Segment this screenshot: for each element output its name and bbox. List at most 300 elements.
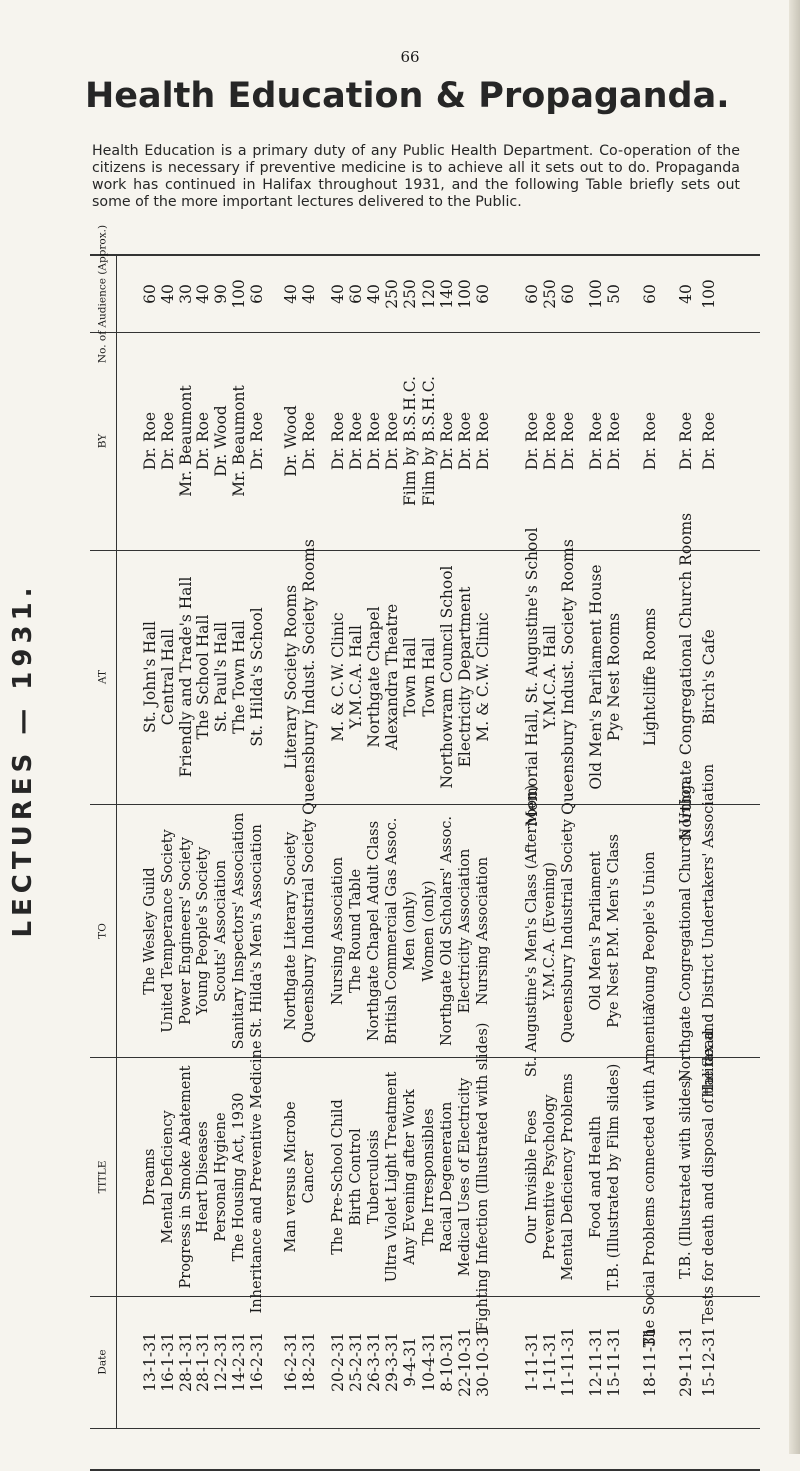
table-cell-text: Dr. Wood: [212, 405, 230, 477]
table-cell-title: [331, 1057, 345, 1296]
page-edge-shadow: [789, 0, 800, 1454]
table-cell-text: The Housing Act, 1930: [231, 1092, 247, 1261]
column-band-at: [90, 512, 760, 842]
table-cell-title: [589, 1057, 603, 1296]
table-cell-date: [385, 1296, 399, 1428]
table-cell-text: St. Hilda's Men's Association: [249, 823, 265, 1038]
table-cell-text: 120: [420, 279, 438, 309]
table-cell-title: [607, 1057, 621, 1296]
table-cell-text: Dreams: [142, 1148, 158, 1205]
table-cell-text: 9-4-31: [401, 1337, 419, 1387]
column-band-title: [90, 1006, 760, 1347]
table-cell-audience: [679, 256, 693, 332]
table-cell-text: Men (only): [402, 890, 418, 971]
table-cell-text: Any Evening after Work: [402, 1088, 418, 1265]
table-cell-audience: [232, 256, 246, 332]
table-cell-text: 30: [177, 284, 195, 304]
table-cell-audience: [161, 256, 175, 332]
table-cell-text: 8-10-31: [438, 1332, 456, 1392]
table-cell-text: Heart Diseases: [195, 1120, 211, 1233]
table-cell-text: 40: [300, 284, 318, 304]
table-cell-text: Y.M.C.A. Hall: [541, 625, 559, 729]
table-cell-audience: [561, 256, 575, 332]
table-cell-text: Power Engineers' Society: [178, 836, 194, 1025]
table-cell-by: [702, 332, 716, 550]
table-cell-date: [161, 1296, 175, 1428]
table-cell-text: British Commercial Gas Assoc.: [384, 817, 400, 1044]
table-cell-by: [161, 332, 175, 550]
table-cell-text: Dr. Roe: [329, 411, 347, 471]
table-cell-text: Dr. Roe: [194, 411, 212, 471]
table-cell-to: [403, 804, 417, 1057]
table-cell-text: 100: [587, 279, 605, 309]
column-header-text: No. of Audience (Approx.): [96, 224, 109, 364]
table-cell-text: 40: [159, 284, 177, 304]
table-cell-at: [250, 550, 264, 804]
table-cell-at: [440, 550, 454, 804]
table-cell-text: Northgate Congregational Church Union: [678, 779, 694, 1082]
table-cell-at: [179, 550, 193, 804]
table-cell-text: 40: [282, 284, 300, 304]
table-cell-to: [543, 804, 557, 1057]
table-cell-text: Racial Degeneration: [439, 1101, 455, 1252]
table-cell-title: [179, 1057, 193, 1296]
table-cell-title: [214, 1057, 228, 1296]
table-cell-by: [561, 332, 575, 550]
table-cell-text: 16-2-31: [282, 1332, 300, 1392]
table-cell-at: [214, 550, 228, 804]
column-header-to: [90, 804, 117, 1057]
table-cell-to: [524, 784, 540, 1077]
table-cell-date: [367, 1296, 381, 1428]
table-cell-text: Y.M.C.A. (Evening): [542, 861, 558, 1000]
table-cell-date: [302, 1296, 316, 1428]
table-cell-text: 60: [474, 284, 492, 304]
table-cell-date: [440, 1296, 454, 1428]
table-cell-at: [458, 550, 472, 804]
table-cell-to: [476, 804, 490, 1057]
table-cell-to: [161, 804, 175, 1057]
table-cell-audience: [458, 256, 472, 332]
column-band-to: [90, 763, 760, 1098]
table-cell-to: [561, 804, 575, 1057]
table-cell-audience: [607, 256, 621, 332]
table-cell-date: [525, 1296, 539, 1428]
table-cell-at: [422, 550, 436, 804]
table-cell-to: [143, 804, 157, 1057]
table-cell-title: [561, 1057, 575, 1296]
table-cell-text: 90: [212, 284, 230, 304]
table-cell-date: [179, 1296, 193, 1428]
table-cell-by: [476, 332, 490, 550]
table-cell-text: Halifax and District Undertakers' Association: [701, 763, 717, 1098]
table-cell-title: [249, 1040, 265, 1313]
table-cell-audience: [284, 256, 298, 332]
table-cell-to: [440, 804, 454, 1057]
table-cell-text: 250: [383, 279, 401, 309]
table-cell-title: [196, 1057, 210, 1296]
table-cell-title: [475, 1022, 491, 1331]
table-cell-text: 60: [141, 284, 159, 304]
table-cell-text: Northowram Council School: [438, 565, 456, 789]
table-cell-text: Dr. Roe: [474, 411, 492, 471]
table-cell-text: 29-11-31: [677, 1327, 695, 1397]
table-cell-text: Mr. Beaumont: [177, 385, 195, 497]
table-cell-audience: [422, 256, 436, 332]
table-cell-by: [440, 332, 454, 550]
table-cell-audience: [543, 256, 557, 332]
table-cell-text: 29-3-31: [383, 1332, 401, 1392]
table-cell-by: [302, 332, 316, 550]
table-cell-by: [422, 332, 436, 550]
table-cell-by: [643, 332, 657, 550]
table-cell-text: Medical Uses of Electricity: [457, 1077, 473, 1276]
column-header-text: BY: [96, 433, 109, 449]
table-cell-date: [331, 1296, 345, 1428]
table-cell-text: Old Men's Parliament House: [587, 564, 605, 790]
table-cell-audience: [179, 256, 193, 332]
table-cell-text: Dr. Roe: [587, 411, 605, 471]
table-cell-title: [458, 1057, 472, 1296]
table-cell-by: [284, 332, 298, 550]
table-cell-text: Mental Deficiency Problems: [560, 1072, 576, 1281]
table-cell-to: [196, 804, 210, 1057]
table-cell-text: Mr. Beaumont: [230, 385, 248, 497]
table-cell-text: The Town Hall: [230, 620, 248, 734]
table-cell-text: 60: [641, 284, 659, 304]
table-cell-by: [331, 332, 345, 550]
table-cell-text: 25-2-31: [347, 1332, 365, 1392]
column-header-text: Date: [96, 1349, 109, 1375]
table-cell-text: Dr. Roe: [248, 411, 266, 471]
table-cell-text: 140: [438, 279, 456, 309]
table-cell-text: 1-11-31: [541, 1332, 559, 1392]
table-cell-to: [349, 804, 363, 1057]
table-cell-text: Our Invisible Foes: [524, 1109, 540, 1244]
table-cell-text: Town Hall: [401, 637, 419, 717]
table-cell-to: [367, 804, 381, 1057]
table-cell-text: Literary Society Rooms: [282, 584, 300, 770]
table-cell-title: [642, 1006, 658, 1347]
table-cell-title: [525, 1057, 539, 1296]
intro-paragraph: Health Education is a primary duty of any Public Health Department. Co-operation of the citizens is necessary if preventive medicine is to achieve all it sets out to do. Propaganda work has continued in Halifax throughout 1931, and the following Table briefly sets out some of the more important lectures delivered to the Public.: [92, 143, 740, 210]
table-cell-text: T.B. (Illustrated with slides): [678, 1074, 694, 1279]
table-cell-title: [701, 1029, 717, 1324]
table-cell-to: [422, 804, 436, 1057]
table-cell-text: Pye Nest P.M. Men's Class: [606, 833, 622, 1028]
table-cell-by: [196, 332, 210, 550]
table-cell-text: Tests for death and disposal of the dead: [701, 1029, 717, 1324]
table-cell-text: Nursing Association: [330, 856, 346, 1005]
table-cell-at: [143, 550, 157, 804]
table-cell-text: Dr. Roe: [347, 411, 365, 471]
table-cell-text: Dr. Roe: [700, 411, 718, 471]
table-cell-text: Dr. Roe: [300, 411, 318, 471]
table-cell-text: Women (only): [421, 879, 437, 982]
column-header-text: TITLE: [96, 1160, 109, 1193]
table-cell-title: [349, 1057, 363, 1296]
table-cell-text: Dr. Roe: [641, 411, 659, 471]
table-cell-text: Electricity Department: [456, 586, 474, 768]
table-cell-text: The School Hall: [194, 614, 212, 740]
table-cell-audience: [331, 256, 345, 332]
table-cell-by: [589, 332, 603, 550]
table-cell-text: Ultra Violet Light Treatment: [384, 1071, 400, 1282]
table-cell-text: St. Paul's Hall: [212, 621, 230, 733]
table-cell-date: [702, 1296, 716, 1428]
table-cell-text: Tuberculosis: [366, 1129, 382, 1224]
table-cell-audience: [143, 256, 157, 332]
table-cell-text: Dr. Roe: [541, 411, 559, 471]
table-cell-text: The Pre-School Child: [330, 1098, 346, 1255]
table-cell-text: Y.M.C.A. Hall: [347, 625, 365, 729]
table-cell-text: Dr. Roe: [141, 411, 159, 471]
table-cell-text: 60: [347, 284, 365, 304]
table-cell-text: M. & C.W. Clinic: [474, 612, 492, 742]
table-cell-text: T.B. (Illustrated by Film slides): [606, 1063, 622, 1290]
column-header-title: [90, 1057, 117, 1296]
table-cell-at: [476, 550, 490, 804]
table-cell-text: Nursing Association: [475, 856, 491, 1005]
lectures-table: [90, 224, 760, 1471]
table-cell-text: Northgate Chapel Adult Class: [366, 820, 382, 1041]
table-cell-by: [458, 332, 472, 550]
table-cell-date: [143, 1296, 157, 1428]
table-cell-at: [559, 539, 577, 815]
table-cell-by: [543, 332, 557, 550]
table-cell-title: [161, 1057, 175, 1296]
table-cell-to: [284, 804, 298, 1057]
table-cell-by: [349, 332, 363, 550]
table-cell-at: [300, 539, 318, 815]
table-cell-by: [179, 332, 193, 550]
table-cell-audience: [367, 256, 381, 332]
table-cell-date: [403, 1296, 417, 1428]
page-number: 66: [400, 48, 420, 66]
table-cell-audience: [214, 256, 228, 332]
table-cell-text: Personal Hygiene: [213, 1111, 229, 1242]
table-cell-text: St. Hilda's School: [248, 607, 266, 747]
table-cell-date: [476, 1296, 490, 1428]
table-cell-date: [196, 1296, 210, 1428]
table-cell-text: Lightcliffe Rooms: [641, 607, 659, 747]
table-cell-at: [196, 550, 210, 804]
table-cell-date: [284, 1296, 298, 1428]
table-cell-text: Sanitary Inspectors' Association: [231, 812, 247, 1049]
table-cell-text: 11-11-31: [559, 1327, 577, 1397]
table-cell-at: [643, 550, 657, 804]
table-cell-date: [643, 1296, 657, 1428]
table-cell-text: 1-11-31: [523, 1332, 541, 1392]
table-cell-title: [403, 1057, 417, 1296]
table-cell-text: Dr. Roe: [438, 411, 456, 471]
table-cell-to: [458, 804, 472, 1057]
table-cell-title: [367, 1057, 381, 1296]
table-cell-text: Town Hall: [420, 637, 438, 717]
table-cell-at: [349, 550, 363, 804]
table-cell-title: [679, 1057, 693, 1296]
table-cell-by: [367, 332, 381, 550]
column-header-date: [90, 1296, 117, 1428]
table-cell-text: Dr. Roe: [559, 411, 577, 471]
table-cell-text: The Wesley Guild: [142, 866, 158, 995]
table-cell-audience: [440, 256, 454, 332]
table-cell-text: Progress in Smoke Abatement: [178, 1065, 194, 1288]
table-cell-text: 60: [559, 284, 577, 304]
table-cell-date: [607, 1296, 621, 1428]
table-cell-to: [701, 763, 717, 1098]
table-cell-to: [302, 804, 316, 1057]
column-header-text: TO: [96, 922, 109, 939]
table-cell-text: 28-1-31: [177, 1332, 195, 1392]
table-cell-title: [232, 1057, 246, 1296]
table-cell-text: Film by B.S.H.C.: [420, 376, 438, 506]
table-cell-date: [561, 1296, 575, 1428]
table-cell-audience: [403, 256, 417, 332]
table-cell-text: St. Augustine's Men's Class (Afternoon): [524, 784, 540, 1077]
table-cell-audience: [643, 256, 657, 332]
column-band-date: [90, 1296, 760, 1429]
table-cell-audience: [196, 256, 210, 332]
table-cell-by: [214, 332, 228, 550]
table-cell-at: [385, 550, 399, 804]
table-cell-text: Young People's Society: [195, 846, 211, 1015]
table-cell-text: 28-1-31: [194, 1332, 212, 1392]
table-cell-text: 40: [329, 284, 347, 304]
table-cell-text: 40: [194, 284, 212, 304]
table-cell-text: Electricity Association: [457, 848, 473, 1013]
table-cell-text: Queensbury Indust. Society Rooms: [559, 539, 577, 815]
table-cell-text: Preventive Psychology: [542, 1093, 558, 1260]
table-cell-title: [440, 1057, 454, 1296]
table-cell-text: 10-4-31: [420, 1332, 438, 1392]
table-cell-text: United Temperance Society: [160, 828, 176, 1033]
table-cell-text: Birth Control: [348, 1127, 364, 1226]
table-cell-text: 20-2-31: [329, 1332, 347, 1392]
table-cell-text: Mental Deficiency: [160, 1109, 176, 1244]
table-cell-date: [589, 1296, 603, 1428]
table-cell-text: M. & C.W. Clinic: [329, 612, 347, 742]
column-band-by: [90, 332, 760, 551]
table-cell-text: Scouts' Association: [213, 859, 229, 1002]
column-header-at: [90, 550, 117, 804]
table-cell-audience: [250, 256, 264, 332]
table-cell-text: Young People's Union: [642, 851, 658, 1010]
table-cell-to: [589, 804, 603, 1057]
table-cell-text: Queensbury Indust. Society Rooms: [300, 539, 318, 815]
table-cell-text: 250: [541, 279, 559, 309]
table-cell-text: 100: [700, 279, 718, 309]
table-cell-text: 250: [401, 279, 419, 309]
page-title: Health Education & Propaganda.: [85, 76, 730, 116]
table-cell-text: 26-3-31: [365, 1332, 383, 1392]
table-cell-to: [214, 804, 228, 1057]
table-cell-text: Northgate Literary Society: [283, 831, 299, 1030]
table-cell-text: Northgate Chapel: [365, 606, 383, 748]
table-cell-date: [679, 1296, 693, 1428]
column-band-audience: [90, 224, 760, 364]
table-cell-text: Memorial Hall, St. Augustine's School: [523, 527, 541, 827]
table-cell-text: 12-2-31: [212, 1332, 230, 1392]
table-cell-title: [543, 1057, 557, 1296]
table-cell-text: 18-2-31: [300, 1332, 318, 1392]
table-cell-text: Pye Nest Rooms: [605, 612, 623, 742]
table-cell-at: [589, 550, 603, 804]
table-cell-audience: [385, 256, 399, 332]
table-cell-text: Birch's Cafe: [700, 629, 718, 725]
table-cell-text: 14-2-31: [230, 1332, 248, 1392]
table-cell-to: [331, 804, 345, 1057]
table-cell-text: 12-11-31: [587, 1327, 605, 1397]
table-cell-text: Friendly and Trade's Hall: [177, 576, 195, 778]
table-cell-by: [143, 332, 157, 550]
table-cell-text: 18-11-31: [641, 1327, 659, 1397]
column-header-by: [90, 332, 117, 550]
table-cell-at: [284, 550, 298, 804]
table-cell-text: Dr. Roe: [605, 411, 623, 471]
table-cell-by: [403, 332, 417, 550]
table-cell-at: [403, 550, 417, 804]
table-cell-date: [250, 1296, 264, 1428]
table-cell-date: [214, 1296, 228, 1428]
table-cell-to: [385, 804, 399, 1057]
table-cell-at: [232, 550, 246, 804]
table-cell-text: Food and Health: [588, 1115, 604, 1238]
table-cell-date: [349, 1296, 363, 1428]
table-cell-to: [678, 779, 694, 1082]
table-cell-text: Northgate Old Scholars' Assoc.: [439, 815, 455, 1046]
table-cell-by: [525, 332, 539, 550]
table-cell-by: [385, 332, 399, 550]
table-cell-at: [543, 550, 557, 804]
table-cell-text: 40: [365, 284, 383, 304]
table-cell-date: [232, 1296, 246, 1428]
table-cell-date: [458, 1296, 472, 1428]
table-cell-title: [143, 1057, 157, 1296]
table-cell-text: Dr. Roe: [677, 411, 695, 471]
table-cell-text: 100: [456, 279, 474, 309]
table-cell-text: Cancer: [301, 1150, 317, 1203]
side-label: LECTURES — 1931.: [8, 582, 38, 938]
table-cell-text: Dr. Roe: [365, 411, 383, 471]
table-cell-text: St. John's Hall: [141, 620, 159, 734]
table-cell-audience: [702, 256, 716, 332]
table-cell-text: The Round Table: [348, 868, 364, 993]
column-header-text: AT: [96, 669, 109, 685]
table-cell-text: Central Hall: [159, 628, 177, 726]
table-cell-text: Dr. Roe: [383, 411, 401, 471]
table-cell-by: [232, 332, 246, 550]
table-cell-text: The Irresponsibles: [421, 1107, 437, 1246]
table-cell-text: Fighting Infection (Illustrated with slides): [475, 1022, 491, 1331]
table-cell-title: [302, 1057, 316, 1296]
table-cell-text: 13-1-31: [141, 1332, 159, 1392]
table-cell-text: Northgate Congregational Church Rooms: [677, 512, 695, 842]
table-cell-to: [250, 804, 264, 1057]
table-cell-text: Man versus Microbe: [283, 1100, 299, 1253]
table-cell-text: 22-10-31: [456, 1327, 474, 1397]
table-cell-at: [677, 512, 695, 842]
table-cell-audience: [476, 256, 490, 332]
table-cell-title: [284, 1057, 298, 1296]
table-cell-text: Dr. Roe: [523, 411, 541, 471]
table-cell-text: 60: [523, 284, 541, 304]
table-cell-text: Queensbury Industrial Society: [560, 818, 576, 1043]
table-cell-at: [367, 550, 381, 804]
table-cell-text: 100: [230, 279, 248, 309]
table-cell-to: [179, 804, 193, 1057]
table-cell-text: 15-11-31: [605, 1327, 623, 1397]
